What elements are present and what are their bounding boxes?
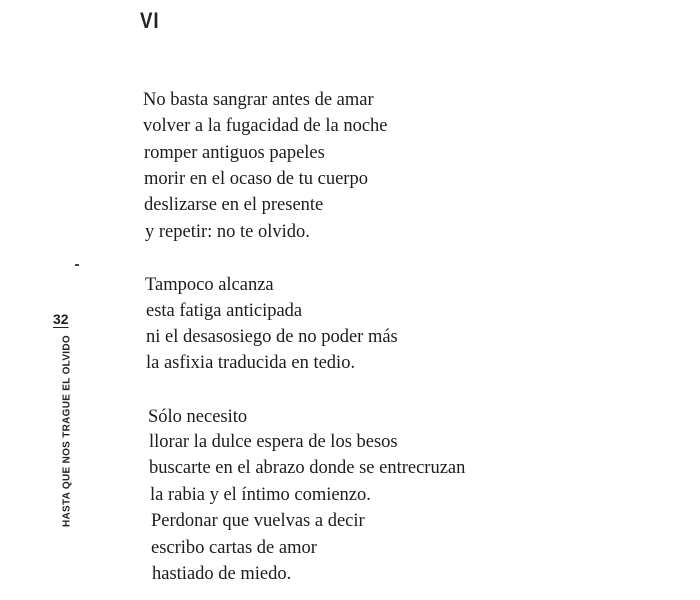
poem-line: y repetir: no te olvido.	[145, 222, 310, 242]
poem-line: volver a la fugacidad de la noche	[143, 116, 388, 136]
poem-line: esta fatiga anticipada	[146, 301, 303, 321]
poem-line: la rabia y el íntimo comienzo.	[150, 485, 371, 505]
poem-line: Tampoco alcanza	[145, 275, 274, 295]
poem-line: buscarte en el abrazo donde se entrecruzan	[149, 458, 466, 478]
poem-line: deslizarse en el presente	[144, 195, 324, 215]
poem-line: la asfixia traducida en tedio.	[146, 353, 356, 373]
poem-line: hastiado de miedo.	[152, 564, 292, 584]
poem-line: llorar la dulce espera de los besos	[149, 432, 398, 452]
poem-line: romper antiguos papeles	[144, 143, 325, 163]
poem-line: No basta sangrar antes de amar	[143, 90, 374, 110]
poem-line: ni el desasosiego de no poder más	[146, 327, 398, 347]
poem-line: morir en el ocaso de tu cuerpo	[144, 169, 368, 189]
poem-line: Perdonar que vuelvas a decir	[151, 511, 365, 531]
poem-line: Sólo necesito	[148, 407, 248, 427]
page-number: 32	[53, 311, 69, 327]
section-number: VI	[140, 8, 160, 33]
running-title-text: HASTA QUE NOS TRAGUE EL OLVIDO	[61, 335, 73, 527]
poem-line: escribo cartas de amor	[151, 538, 317, 558]
